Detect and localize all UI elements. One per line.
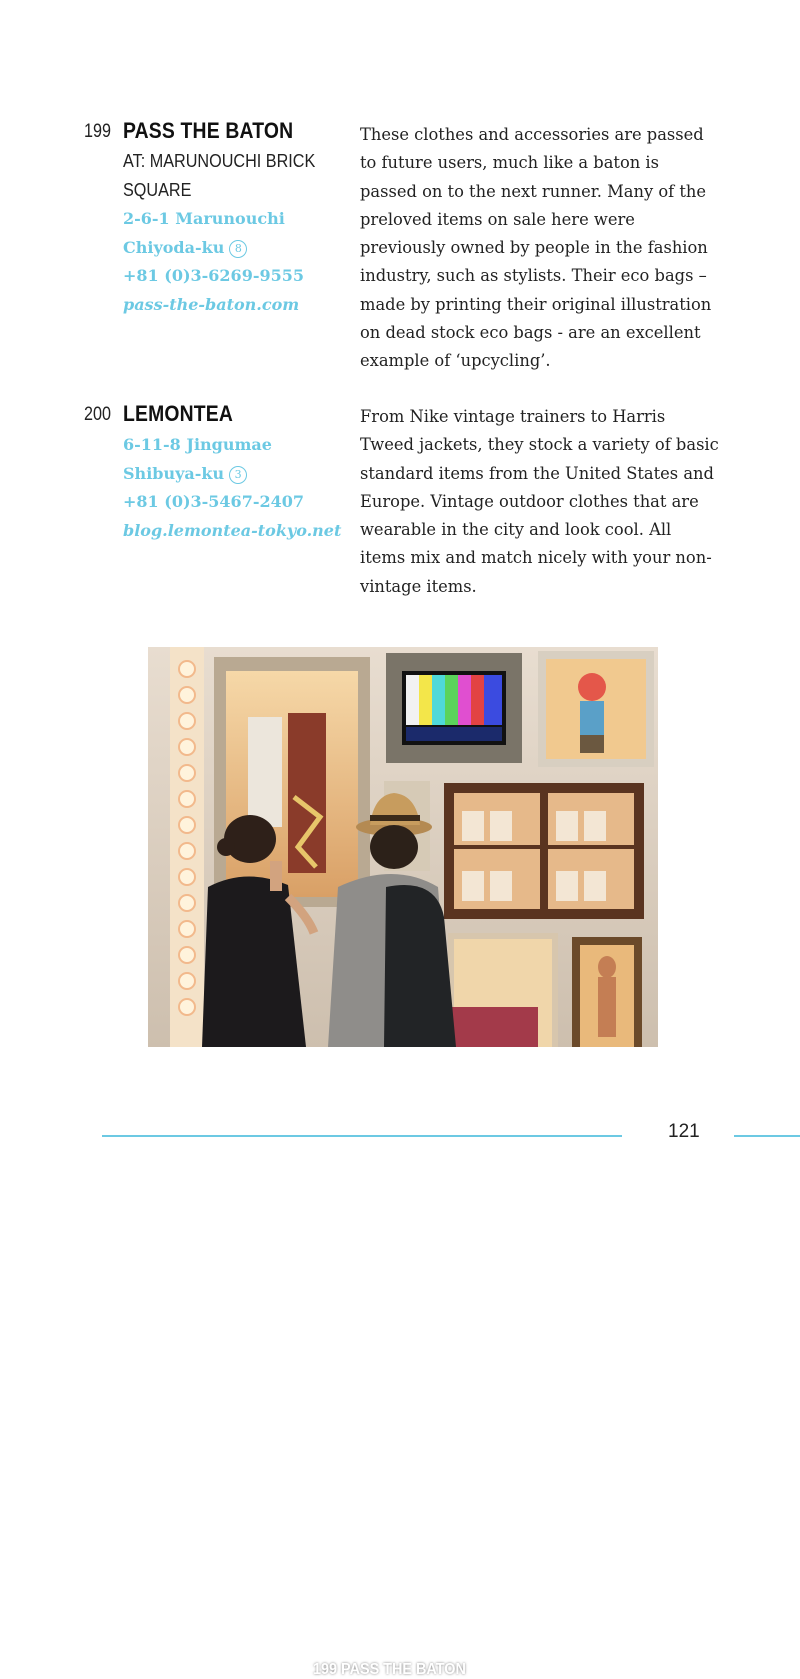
shop-interior-illustration xyxy=(148,647,658,1047)
address-ward xyxy=(123,234,304,263)
venue xyxy=(123,147,330,204)
ward-name: Chiyoda-ku xyxy=(123,237,225,257)
venue-line: AT: MARUNOUCHI BRICK xyxy=(123,151,316,171)
caption-name: PASS THE BATON xyxy=(341,1661,466,1678)
address-street: 6-11-8 Jingumae xyxy=(123,435,272,454)
photo-caption xyxy=(313,1661,466,1679)
caption-number: 199 xyxy=(313,1661,338,1678)
contact-block xyxy=(123,431,341,545)
address-street: 2-6-1 Marunouchi xyxy=(123,209,285,228)
footer-rule-right xyxy=(734,1135,800,1137)
footer-rule-left xyxy=(102,1135,622,1137)
area-code-badge: 8 xyxy=(229,240,247,258)
shop-description: From Nike vintage trainers to Harris Tweed jackets, they stock a variety of basic standard items from the United States and Europe. Vintage outdoor clothes that are wearable in the city and look cool. All items mix and match nicely with your non-vintage items. xyxy=(360,407,719,596)
page-number: 121 xyxy=(668,1121,700,1142)
shop-photo xyxy=(148,647,658,1678)
ward-name: Shibuya-ku xyxy=(123,463,225,483)
area-code-badge: 3 xyxy=(229,466,247,484)
address-ward xyxy=(123,460,341,489)
phone-number: +81 (0)3-6269-9555 xyxy=(123,266,304,285)
entry-number: 199 xyxy=(84,121,111,142)
shop-name: PASS THE BATON xyxy=(123,118,294,143)
contact-block xyxy=(123,205,304,319)
shop-description: These clothes and accessories are passed to future users, much like a baton is passed on to the next runner. Many of the preloved items on sale here were previously owned by people in the fashion industry, such as stylists. Their eco bags – made by printing their original illustration on dead stock eco bags - are an excellent example of ‘upcycling’. xyxy=(360,125,712,371)
website-link[interactable]: pass-the-baton.com xyxy=(123,294,300,314)
venue-line: SQUARE xyxy=(123,179,192,200)
phone-number: +81 (0)3-5467-2407 xyxy=(123,492,304,511)
entry-number: 200 xyxy=(84,404,111,425)
website-link[interactable]: blog.lemontea-tokyo.net xyxy=(123,520,342,540)
shop-name: LEMONTEA xyxy=(123,401,234,426)
